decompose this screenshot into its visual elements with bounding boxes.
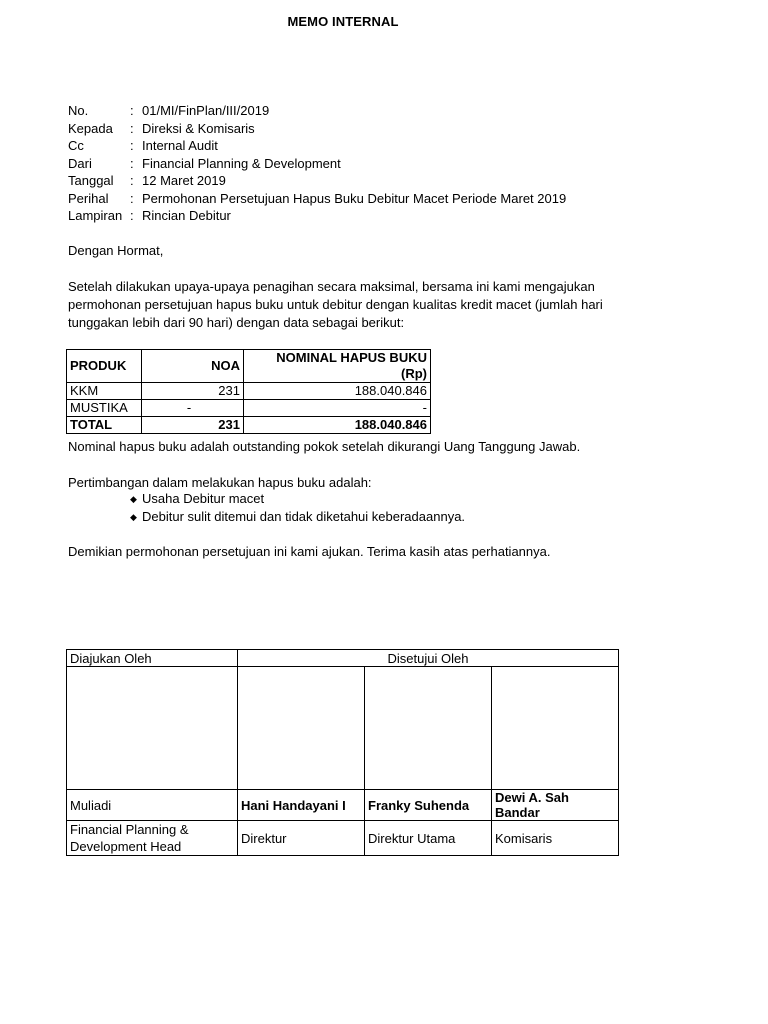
header-label: No. (68, 103, 89, 118)
cell-total-nominal: 188.040.846 (244, 417, 431, 434)
signature-box (238, 667, 365, 790)
header-colon: : (130, 155, 134, 171)
header-row-cc (68, 137, 566, 155)
table-row (67, 400, 431, 417)
signature-space-row (67, 667, 619, 790)
signatory-name: Dewi A. Sah Bandar (492, 790, 619, 821)
bullet-diamond-icon: ◆ (130, 494, 137, 504)
memo-header (68, 102, 566, 225)
column-header-noa: NOA (142, 350, 244, 383)
list-item-text: Debitur sulit ditemui dan tidak diketahui keberadaannya. (142, 509, 466, 524)
cell-nominal: - (244, 400, 431, 417)
cell-total-label: TOTAL (67, 417, 142, 434)
greeting: Dengan Hormat, (68, 243, 164, 258)
header-value: Direksi & Komisaris (142, 120, 255, 136)
header-label: Lampiran (68, 208, 123, 223)
list-item-text: Usaha Debitur macet (142, 491, 265, 506)
signatory-name: Franky Suhenda (365, 790, 492, 821)
cell-total-noa: 231 (142, 417, 244, 434)
header-colon: : (130, 173, 134, 188)
header-value: Internal Audit (142, 138, 218, 153)
header-row-date (68, 172, 566, 190)
intro-paragraph: Setelah dilakukan upaya-upaya penagihan secara maksimal, bersama ini kami mengajukan permohonan persetujuan hapus buku untuk debitur dengan kualitas kredit macet (jumlah hari tunggakan lebih dari 90 hari) dengan data sebagai berikut: (68, 279, 603, 330)
header-value: 01/MI/FinPlan/III/2019 (142, 103, 270, 118)
signatory-title: Direktur Utama (365, 821, 492, 856)
signatory-name: Hani Handayani I (238, 790, 365, 821)
header-colon: : (130, 103, 134, 118)
signature-box (492, 667, 619, 790)
column-header-product: PRODUK (67, 350, 142, 383)
table-row (67, 383, 431, 400)
consideration-intro: Pertimbangan dalam melakukan hapus buku adalah: (68, 475, 372, 490)
cell-product: MUSTIKA (67, 400, 142, 417)
header-value: Financial Planning & Development (142, 155, 341, 171)
header-value: Rincian Debitur (142, 208, 231, 223)
submitted-by-label: Diajukan Oleh (67, 650, 238, 667)
column-header-nominal: NOMINAL HAPUS BUKU (Rp) (244, 350, 431, 383)
cell-nominal: 188.040.846 (244, 383, 431, 400)
header-colon: : (130, 120, 134, 136)
header-colon: : (130, 208, 134, 223)
header-row-subject (68, 190, 566, 208)
signatory-title: Financial Planning & Development Head (67, 821, 238, 856)
writeoff-table (66, 349, 431, 434)
consideration-list (130, 490, 465, 526)
header-row-attachment (68, 207, 566, 225)
table-header-row (67, 350, 431, 383)
approved-by-label: Disetujui Oleh (238, 650, 619, 667)
signature-box (365, 667, 492, 790)
header-row-number (68, 102, 566, 120)
memo-title: MEMO INTERNAL (287, 14, 399, 29)
header-value: Permohonan Persetujuan Hapus Buku Debitur Macet Periode Maret 2019 (142, 190, 567, 206)
bullet-diamond-icon: ◆ (130, 512, 137, 522)
list-item (130, 508, 465, 526)
header-label: Tanggal (68, 173, 114, 188)
header-colon: : (130, 138, 134, 153)
header-colon: : (130, 190, 134, 206)
cell-noa: 231 (142, 383, 244, 400)
note-paragraph: Nominal hapus buku adalah outstanding pokok setelah dikurangi Uang Tanggung Jawab. (68, 439, 581, 454)
header-label: Perihal (68, 190, 109, 206)
list-item (130, 490, 465, 508)
header-row-to (68, 120, 566, 138)
signature-header-row (67, 650, 619, 667)
cell-noa: - (142, 400, 244, 417)
header-label: Dari (68, 155, 92, 171)
header-value: 12 Maret 2019 (142, 173, 226, 188)
closing-paragraph: Demikian permohonan persetujuan ini kami ajukan. Terima kasih atas perhatiannya. (68, 544, 551, 559)
header-label: Cc (68, 138, 84, 153)
signature-box (67, 667, 238, 790)
signatory-title-row (67, 821, 619, 856)
cell-product: KKM (67, 383, 142, 400)
header-label: Kepada (68, 120, 113, 136)
header-row-from (68, 155, 566, 173)
signatory-name: Muliadi (67, 790, 238, 821)
signatory-title: Direktur (238, 821, 365, 856)
signature-table (66, 649, 619, 856)
signatory-name-row (67, 790, 619, 821)
signatory-title: Komisaris (492, 821, 619, 856)
table-total-row (67, 417, 431, 434)
